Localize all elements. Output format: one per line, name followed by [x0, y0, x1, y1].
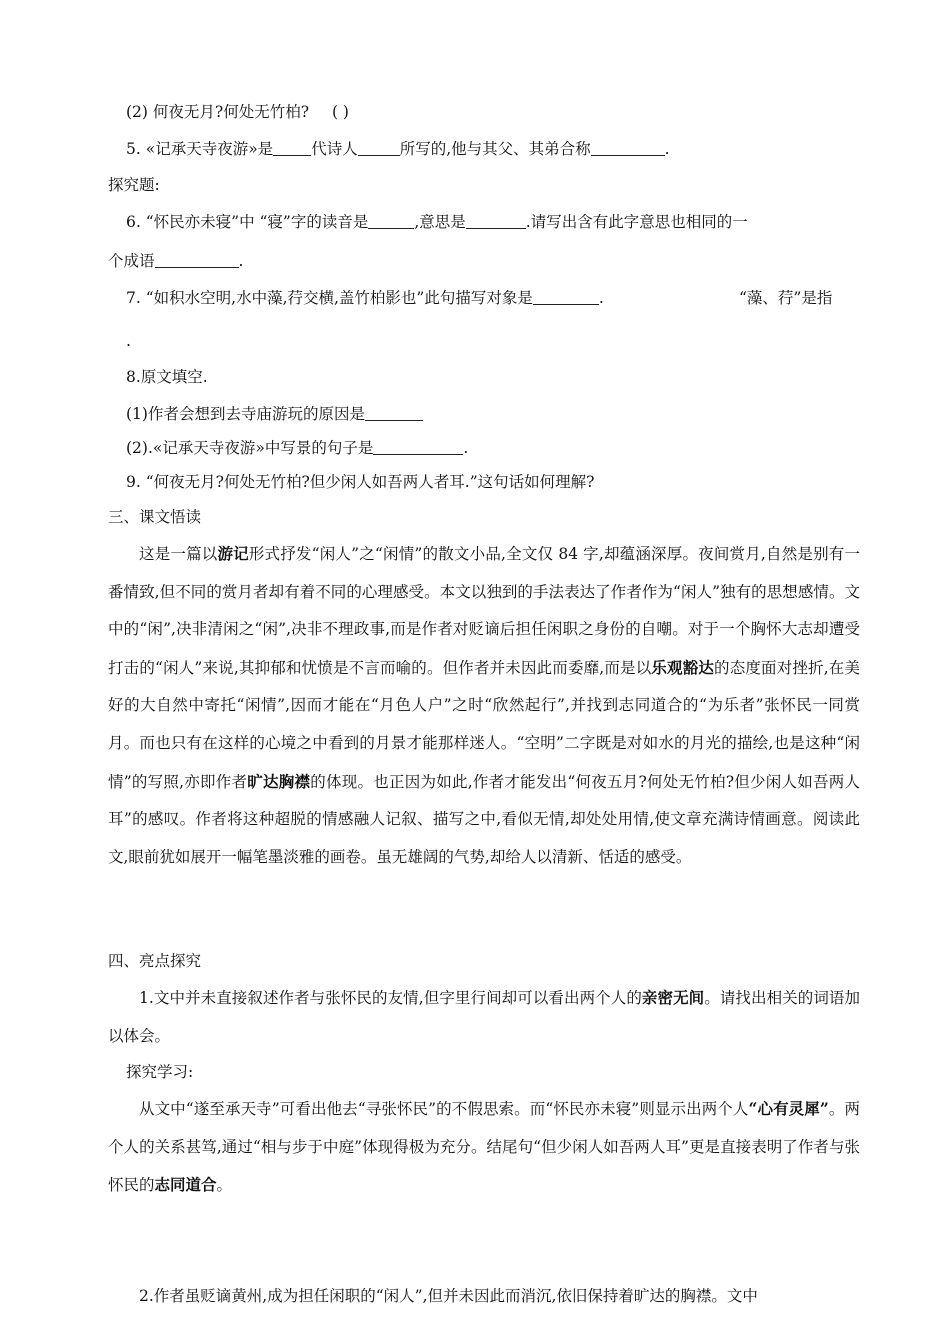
answer-blank [155, 251, 239, 268]
text: 。 [216, 1176, 233, 1195]
q5-part-d: . [664, 140, 670, 158]
answer-blank [368, 212, 414, 229]
section-3-paragraph [108, 535, 860, 876]
tanjiu-heading: 探究题: [108, 176, 160, 194]
q7-part-a: 7. “如积水空明,水中藻,荇交横,盖竹柏影也”此句描写对象是 [126, 289, 533, 307]
q6-part-a: 6. “怀民亦未寝”中 “寝”字的读音是 [126, 213, 369, 231]
section-4-question-2 [108, 1278, 860, 1316]
answer-blank [273, 139, 311, 156]
q7-cont: . [126, 332, 131, 350]
answer-blank [365, 404, 423, 421]
text: 。两个人的关系甚笃,通过“相与步于中庭”体现得极为充分。结尾句“但少闲人如吾两人耳”更是直接表明了作者与张怀民的 [108, 1100, 860, 1195]
answer-blank [373, 438, 463, 455]
text: 的体现。也正因为如此,作者才能发出“何夜五月?何处无竹柏?但少闲人如吾两人耳”的感叹。作者将这种超脱的情感融人记叙、描写之中,看似无情,却处处用情,使文章充满诗情画意。阅读此文,眼前犹如展开一幅笔墨淡雅的画卷。虽无雄阔的气势,却给人以清新、恬适的感受。 [108, 772, 860, 866]
emphasis: 旷达胸襟 [247, 771, 311, 791]
q5-part-b: 代诗人 [311, 140, 358, 158]
emphasis: 亲密无间 [641, 988, 705, 1007]
q5-part-c: 所写的,他与其父、其弟合称 [399, 140, 591, 158]
question-4-2 [126, 101, 349, 123]
answer-blank [466, 212, 526, 229]
q8-s1: (1)作者会想到去寺庙游玩的原因是 [126, 405, 365, 423]
q8-s2: (2).«记承天寺夜游»中写景的句子是 [126, 439, 374, 457]
text: 的态度面对挫折,在美好的大自然中寄托“闲情”,因而才能在“月色人户”之时“欣然起行”,并找到志同道合的“为乐者”张怀民一同赏月。而也只有在这样的心境之中看到的月景才能那样迷人。“空明”二字既是对如水的月光的描绘,也是这种“闲情”的写照,亦即作者 [108, 658, 860, 791]
answer-blank [533, 288, 599, 305]
study-title: 探究学习: [126, 1063, 194, 1081]
text: 1.文中并未直接叙述作者与张怀民的友情,但字里行间却可以看出两个人的 [139, 989, 642, 1007]
emphasis: 志同道合 [154, 1175, 217, 1195]
text: 。请找出相关的词语加以体会。 [108, 989, 860, 1045]
q6-part-c: .请写出含有此字意思也相同的一 [525, 213, 748, 231]
q8-s2-end: . [463, 439, 469, 457]
answer-blank [358, 139, 400, 156]
emphasis: 乐观豁达 [651, 657, 715, 677]
question-7 [126, 287, 604, 309]
q5-part-a: 5. «记承天寺夜游»是 [126, 140, 274, 158]
text: 形式抒发“闲人”之“闲情”的散文小品,全文仅 84 字,却蕴涵深厚。夜间赏月,自然是别有一番情致,但不同的赏月者却有着不同的心理感受。本文以独到的手法表达了作者作为“闲人”独有的思想感情。文中的“闲”,决非清闲之“闲”,决非不理政事,而是作者对贬谪后担任闲职之身份的自嘲。对于一个胸怀大志却遭受打击的“闲人”来说,其抑郁和忧愤是不言而喻的。但作者并未因此而委靡,而是以 [108, 545, 860, 677]
question-8-title: 8.原文填空. [126, 368, 208, 386]
section-3-title: 三、课文悟读 [108, 508, 202, 526]
text: 这是一篇以 [139, 545, 218, 563]
text: 2.作者虽贬谪黄州,成为担任闲职的“闲人”,但并未因此而消沉,依旧保持着旷达的胸襟。文中 [139, 1287, 758, 1305]
question-8-2 [126, 437, 468, 459]
study-paragraph [108, 1090, 860, 1205]
q6-end: . [238, 252, 244, 270]
emphasis: 游记 [217, 544, 249, 563]
emphasis: “心有灵犀” [748, 1099, 829, 1118]
q6-part-b: ,意思是 [414, 213, 466, 231]
question-8-1 [126, 403, 423, 425]
q7-part-b: . [598, 289, 604, 307]
section-4-title: 四、亮点探究 [108, 952, 202, 970]
text: 从文中“遂至承天寺”可看出他去“寻张怀民”的不假思索。而“怀民亦未寝”则显示出两个人 [139, 1100, 749, 1118]
q7-part-c: “藻、荇”是指 [739, 289, 833, 307]
q6-cont: 个成语 [108, 252, 155, 270]
question-text: (2) 何夜无月?何处无竹柏? [126, 103, 310, 121]
section-4-question-1 [108, 979, 860, 1055]
answer-paren: ( ) [331, 103, 349, 121]
question-6-cont [108, 250, 243, 272]
question-5 [126, 138, 670, 160]
answer-blank [591, 139, 665, 156]
question-6 [126, 211, 748, 233]
question-9: 9. “何夜无月?何处无竹柏?但少闲人如吾两人者耳.”这句话如何理解? [126, 473, 595, 491]
